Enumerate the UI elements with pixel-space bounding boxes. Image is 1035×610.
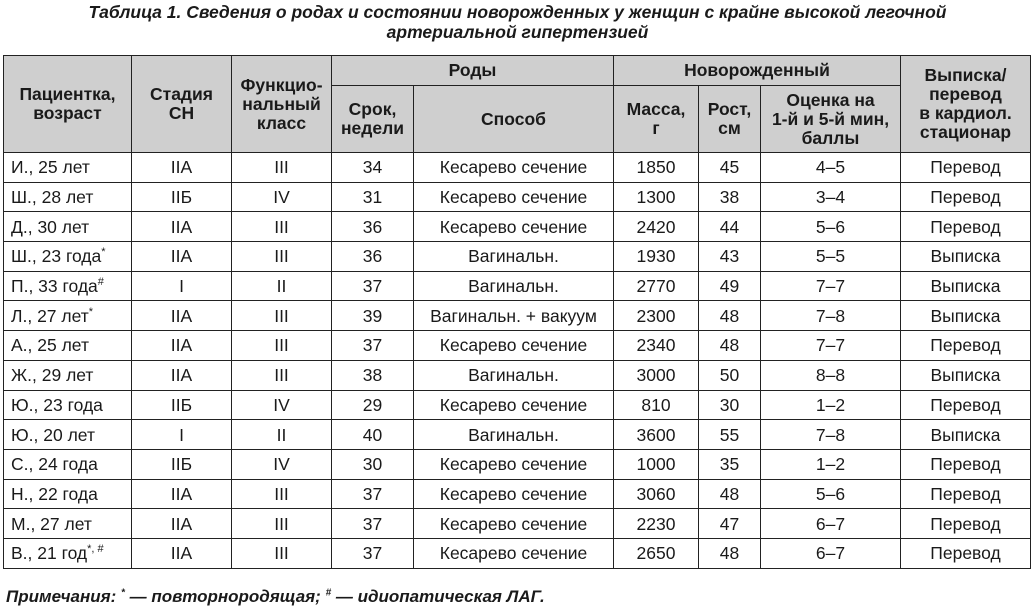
cell-height: 48 bbox=[699, 331, 761, 361]
table-row bbox=[4, 449, 1031, 479]
note-hash-text: — идиопатическая ЛАГ. bbox=[335, 587, 545, 606]
caption-line-2: артериальной гипертензией bbox=[386, 22, 649, 42]
header-method: Способ bbox=[414, 86, 614, 153]
cell-apgar-score: 8–8 bbox=[761, 360, 901, 390]
cell-patient: М., 27 лет bbox=[4, 509, 132, 539]
cell-term: 37 bbox=[332, 271, 414, 301]
data-table bbox=[3, 55, 1031, 569]
header-functional-class: Функцио- нальный класс bbox=[232, 56, 332, 153]
cell-method: Кесарево сечение bbox=[414, 182, 614, 212]
cell-outcome: Выписка bbox=[901, 242, 1031, 272]
cell-apgar-score: 5–5 bbox=[761, 242, 901, 272]
cell-apgar-score: 1–2 bbox=[761, 449, 901, 479]
cell-apgar-score: 7–7 bbox=[761, 271, 901, 301]
table-row bbox=[4, 360, 1031, 390]
cell-outcome: Перевод bbox=[901, 479, 1031, 509]
cell-outcome: Перевод bbox=[901, 449, 1031, 479]
cell-mass: 3060 bbox=[614, 479, 699, 509]
cell-stage: IIA bbox=[132, 242, 232, 272]
cell-stage: I bbox=[132, 420, 232, 450]
cell-term: 31 bbox=[332, 182, 414, 212]
cell-mass: 3000 bbox=[614, 360, 699, 390]
cell-apgar-score: 5–6 bbox=[761, 212, 901, 242]
cell-height: 50 bbox=[699, 360, 761, 390]
table-row bbox=[4, 153, 1031, 183]
cell-height: 47 bbox=[699, 509, 761, 539]
cell-term: 37 bbox=[332, 538, 414, 568]
cell-patient: Ш., 23 года* bbox=[4, 242, 132, 272]
cell-functional-class: IV bbox=[232, 449, 332, 479]
header-newborn: Новорожденный bbox=[614, 56, 901, 86]
cell-stage: IIБ bbox=[132, 182, 232, 212]
note-star-text: — повторнородящая; bbox=[129, 587, 321, 606]
cell-outcome: Перевод bbox=[901, 538, 1031, 568]
cell-patient: С., 24 года bbox=[4, 449, 132, 479]
cell-method: Кесарево сечение bbox=[414, 538, 614, 568]
cell-stage: IIA bbox=[132, 212, 232, 242]
cell-outcome: Выписка bbox=[901, 360, 1031, 390]
header-births: Роды bbox=[332, 56, 614, 86]
cell-outcome: Перевод bbox=[901, 212, 1031, 242]
cell-term: 37 bbox=[332, 509, 414, 539]
cell-method: Вагинальн. bbox=[414, 242, 614, 272]
cell-term: 30 bbox=[332, 449, 414, 479]
caption-line-1: Таблица 1. Сведения о родах и состоянии новорожденных у женщин с крайне высокой легочной bbox=[88, 2, 947, 22]
note-hash-mark: # bbox=[325, 587, 332, 599]
header-stage: Стадия СН bbox=[132, 56, 232, 153]
table-row bbox=[4, 479, 1031, 509]
cell-patient: А., 25 лет bbox=[4, 331, 132, 361]
cell-patient: В., 21 год*, # bbox=[4, 538, 132, 568]
footnote-mark: # bbox=[97, 276, 104, 289]
cell-term: 29 bbox=[332, 390, 414, 420]
cell-mass: 2650 bbox=[614, 538, 699, 568]
cell-apgar-score: 3–4 bbox=[761, 182, 901, 212]
cell-apgar-score: 4–5 bbox=[761, 153, 901, 183]
cell-height: 48 bbox=[699, 538, 761, 568]
cell-functional-class: III bbox=[232, 538, 332, 568]
cell-stage: IIA bbox=[132, 479, 232, 509]
note-star-mark: * bbox=[121, 587, 125, 599]
footnote-mark: * bbox=[88, 305, 94, 318]
cell-mass: 2420 bbox=[614, 212, 699, 242]
cell-mass: 1930 bbox=[614, 242, 699, 272]
table-row bbox=[4, 271, 1031, 301]
table-caption bbox=[0, 2, 1035, 42]
header-apgar-score: Оценка на 1-й и 5-й мин, баллы bbox=[761, 86, 901, 153]
cell-functional-class: III bbox=[232, 509, 332, 539]
cell-stage: IIA bbox=[132, 301, 232, 331]
cell-functional-class: II bbox=[232, 420, 332, 450]
cell-functional-class: III bbox=[232, 301, 332, 331]
cell-apgar-score: 7–8 bbox=[761, 301, 901, 331]
footnote-mark: * bbox=[101, 246, 106, 259]
cell-height: 38 bbox=[699, 182, 761, 212]
cell-patient: Л., 27 лет* bbox=[4, 301, 132, 331]
header-mass: Масса, г bbox=[614, 86, 699, 153]
cell-method: Кесарево сечение bbox=[414, 153, 614, 183]
cell-term: 38 bbox=[332, 360, 414, 390]
cell-stage: IIA bbox=[132, 360, 232, 390]
cell-patient: Д., 30 лет bbox=[4, 212, 132, 242]
cell-mass: 2340 bbox=[614, 331, 699, 361]
table-row bbox=[4, 420, 1031, 450]
cell-height: 43 bbox=[699, 242, 761, 272]
note-label: Примечания: bbox=[6, 587, 117, 606]
cell-method: Кесарево сечение bbox=[414, 509, 614, 539]
cell-stage: IIБ bbox=[132, 390, 232, 420]
cell-term: 36 bbox=[332, 212, 414, 242]
table-row bbox=[4, 212, 1031, 242]
cell-functional-class: III bbox=[232, 331, 332, 361]
cell-mass: 1850 bbox=[614, 153, 699, 183]
cell-term: 34 bbox=[332, 153, 414, 183]
cell-term: 36 bbox=[332, 242, 414, 272]
cell-outcome: Перевод bbox=[901, 331, 1031, 361]
cell-height: 48 bbox=[699, 479, 761, 509]
cell-stage: IIA bbox=[132, 153, 232, 183]
cell-term: 39 bbox=[332, 301, 414, 331]
header-height: Рост, см bbox=[699, 86, 761, 153]
cell-mass: 1000 bbox=[614, 449, 699, 479]
table-row bbox=[4, 390, 1031, 420]
cell-apgar-score: 6–7 bbox=[761, 538, 901, 568]
cell-apgar-score: 7–7 bbox=[761, 331, 901, 361]
cell-outcome: Перевод bbox=[901, 182, 1031, 212]
cell-functional-class: III bbox=[232, 242, 332, 272]
table-row bbox=[4, 182, 1031, 212]
cell-outcome: Перевод bbox=[901, 390, 1031, 420]
cell-method: Вагинальн. bbox=[414, 271, 614, 301]
cell-stage: IIA bbox=[132, 331, 232, 361]
cell-functional-class: III bbox=[232, 360, 332, 390]
cell-stage: IIБ bbox=[132, 449, 232, 479]
cell-method: Кесарево сечение bbox=[414, 212, 614, 242]
cell-outcome: Выписка bbox=[901, 271, 1031, 301]
cell-mass: 3600 bbox=[614, 420, 699, 450]
cell-method: Вагинальн. + вакуум bbox=[414, 301, 614, 331]
cell-patient: Ю., 20 лет bbox=[4, 420, 132, 450]
cell-mass: 2770 bbox=[614, 271, 699, 301]
table-row bbox=[4, 509, 1031, 539]
cell-method: Кесарево сечение bbox=[414, 479, 614, 509]
cell-method: Кесарево сечение bbox=[414, 390, 614, 420]
cell-patient: Н., 22 года bbox=[4, 479, 132, 509]
cell-method: Вагинальн. bbox=[414, 420, 614, 450]
table-row bbox=[4, 331, 1031, 361]
table-row bbox=[4, 538, 1031, 568]
cell-patient: И., 25 лет bbox=[4, 153, 132, 183]
cell-functional-class: III bbox=[232, 479, 332, 509]
cell-height: 45 bbox=[699, 153, 761, 183]
cell-outcome: Выписка bbox=[901, 301, 1031, 331]
cell-functional-class: III bbox=[232, 153, 332, 183]
cell-functional-class: II bbox=[232, 271, 332, 301]
cell-term: 37 bbox=[332, 331, 414, 361]
cell-apgar-score: 5–6 bbox=[761, 479, 901, 509]
cell-patient: Ш., 28 лет bbox=[4, 182, 132, 212]
footnote-mark: *, # bbox=[87, 543, 104, 556]
cell-height: 30 bbox=[699, 390, 761, 420]
cell-term: 40 bbox=[332, 420, 414, 450]
cell-apgar-score: 7–8 bbox=[761, 420, 901, 450]
cell-stage: IIA bbox=[132, 509, 232, 539]
table-row bbox=[4, 301, 1031, 331]
cell-height: 55 bbox=[699, 420, 761, 450]
table-note bbox=[6, 587, 545, 607]
table-row bbox=[4, 242, 1031, 272]
cell-patient: Ю., 23 года bbox=[4, 390, 132, 420]
cell-patient: П., 33 года# bbox=[4, 271, 132, 301]
cell-functional-class: IV bbox=[232, 390, 332, 420]
cell-mass: 1300 bbox=[614, 182, 699, 212]
cell-stage: I bbox=[132, 271, 232, 301]
cell-height: 44 bbox=[699, 212, 761, 242]
cell-height: 35 bbox=[699, 449, 761, 479]
cell-functional-class: III bbox=[232, 212, 332, 242]
cell-outcome: Перевод bbox=[901, 153, 1031, 183]
cell-outcome: Выписка bbox=[901, 420, 1031, 450]
header-term: Срок, недели bbox=[332, 86, 414, 153]
cell-height: 48 bbox=[699, 301, 761, 331]
cell-apgar-score: 1–2 bbox=[761, 390, 901, 420]
cell-mass: 2300 bbox=[614, 301, 699, 331]
cell-height: 49 bbox=[699, 271, 761, 301]
cell-outcome: Перевод bbox=[901, 509, 1031, 539]
cell-method: Кесарево сечение bbox=[414, 449, 614, 479]
table-body bbox=[4, 153, 1031, 569]
cell-mass: 2230 bbox=[614, 509, 699, 539]
cell-stage: IIA bbox=[132, 538, 232, 568]
header-discharge: Выписка/ перевод в кардиол. стационар bbox=[901, 56, 1031, 153]
header-patient: Пациентка, возраст bbox=[4, 56, 132, 153]
cell-method: Кесарево сечение bbox=[414, 331, 614, 361]
cell-functional-class: IV bbox=[232, 182, 332, 212]
cell-patient: Ж., 29 лет bbox=[4, 360, 132, 390]
cell-term: 37 bbox=[332, 479, 414, 509]
cell-method: Вагинальн. bbox=[414, 360, 614, 390]
cell-mass: 810 bbox=[614, 390, 699, 420]
cell-apgar-score: 6–7 bbox=[761, 509, 901, 539]
